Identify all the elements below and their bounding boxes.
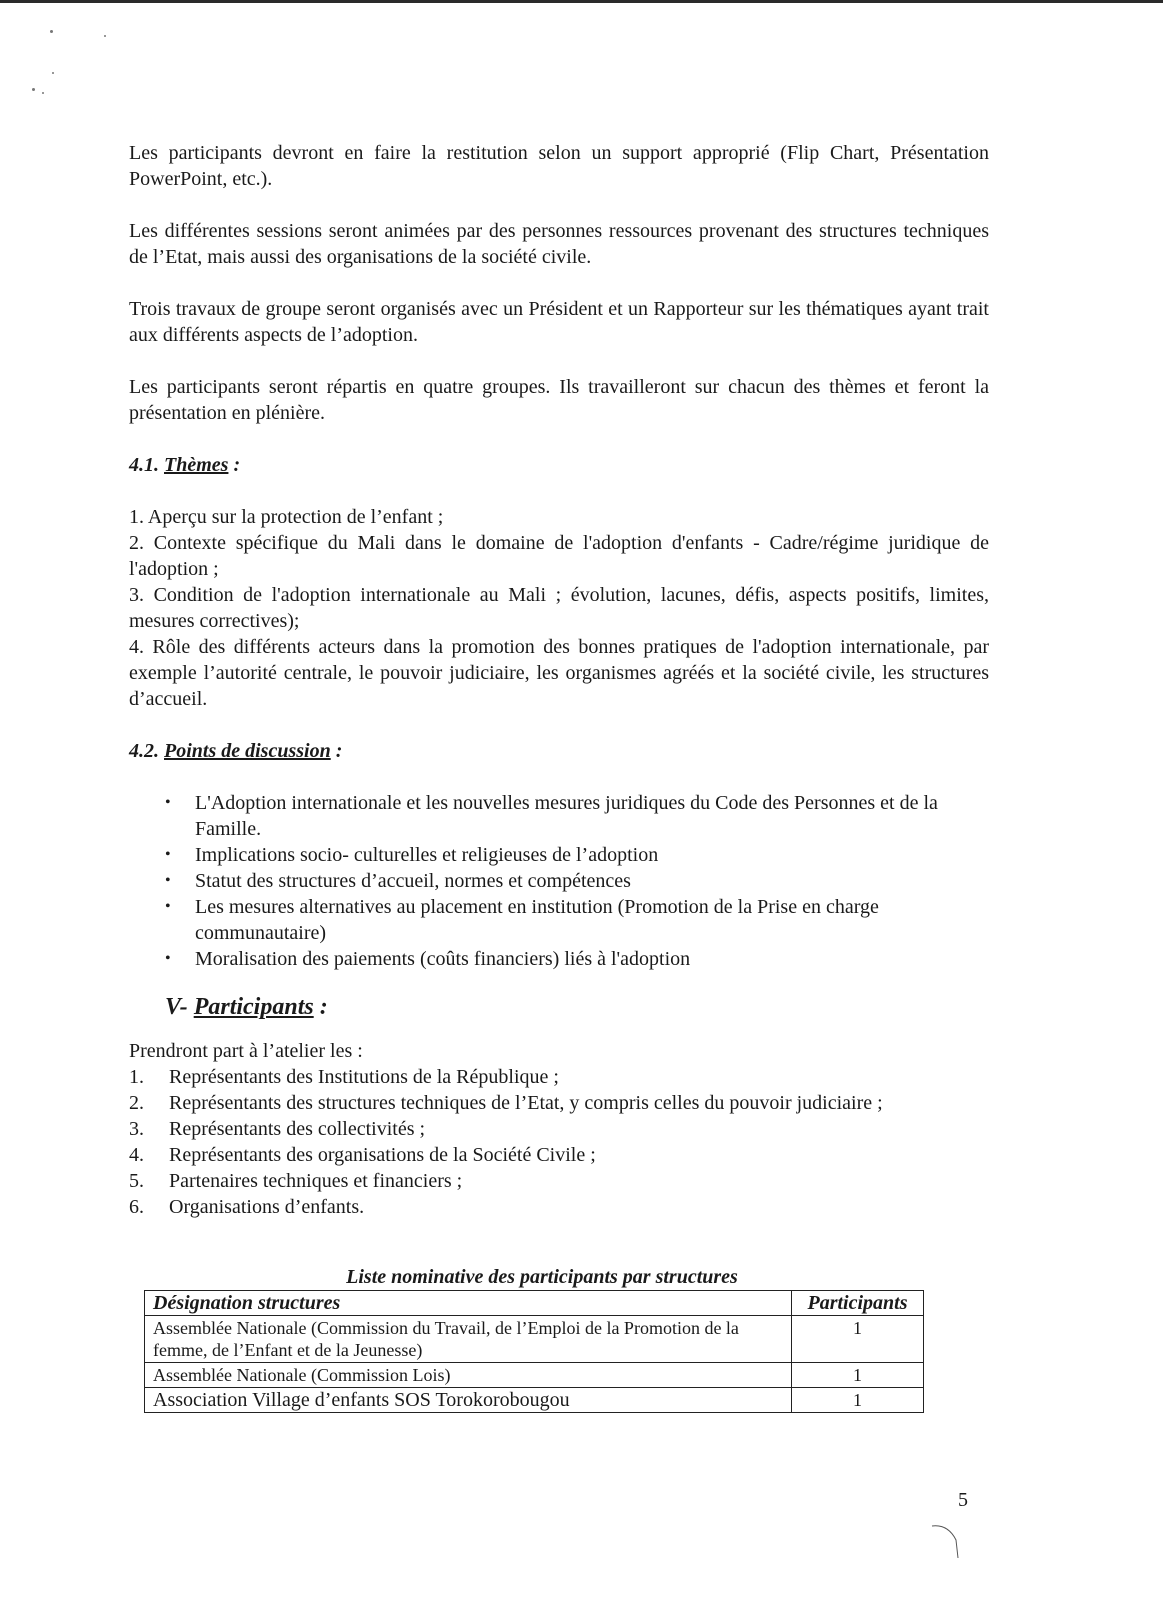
discussion-point: Statut des structures d’accueil, normes et compétences: [195, 870, 631, 892]
column-header-structure: Désignation structures: [145, 1291, 792, 1316]
bullet-icon: •: [165, 898, 171, 915]
participants-count-cell: 1: [792, 1316, 924, 1363]
discussion-point: L'Adoption internationale et les nouvelles mesures juridiques du Code des Personnes et de la Famille.: [195, 792, 938, 840]
participant-category: Représentants des structures techniques de l’Etat, y compris celles du pouvoir judiciaire ;: [169, 1092, 883, 1114]
list-number: 4.: [129, 1144, 144, 1166]
participant-category: Organisations d’enfants.: [169, 1196, 365, 1218]
list-number: 2.: [129, 1092, 144, 1114]
bullet-icon: •: [165, 846, 171, 863]
scan-top-edge: [0, 0, 1163, 3]
table-row: [145, 1363, 924, 1388]
participant-category: Représentants des collectivités ;: [169, 1118, 426, 1140]
bullet-icon: •: [165, 794, 171, 811]
column-header-participants: Participants: [792, 1291, 924, 1316]
participant-category: Représentants des Institutions de la République ;: [169, 1066, 559, 1088]
participants-count-cell: 1: [792, 1388, 924, 1413]
participants-list: [129, 1064, 989, 1220]
list-item: [165, 842, 989, 868]
heading-participants: [165, 994, 989, 1020]
heading-participants-number: V-: [165, 994, 188, 1020]
paragraph-group-work: Trois travaux de groupe seront organisés avec un Président et un Rapporteur sur les thématiques ayant trait aux différents aspects de l’adoption.: [129, 298, 989, 346]
heading-themes-title: Thèmes: [164, 454, 229, 476]
table-title: Liste nominative des participants par structures: [346, 1266, 738, 1288]
participants-table: [144, 1290, 924, 1413]
list-item: [129, 1168, 989, 1194]
page-number: 5: [958, 1489, 968, 1511]
paragraph-sessions: Les différentes sessions seront animées par des personnes ressources provenant des structures techniques de l’Etat, mais aussi des organisations de la société civile.: [129, 220, 989, 268]
theme-item: 3. Condition de l'adoption internationale au Mali ; évolution, lacunes, défis, aspects positifs, limites, mesures correctives);: [129, 584, 989, 632]
pen-mark: [930, 1520, 970, 1560]
list-item: [129, 1142, 989, 1168]
participants-intro: Prendront part à l’atelier les :: [129, 1040, 363, 1062]
heading-discussion: [129, 738, 989, 764]
participants-count-cell: 1: [792, 1363, 924, 1388]
list-item: [129, 1116, 989, 1142]
list-number: 1.: [129, 1066, 144, 1088]
discussion-points-list: [129, 790, 989, 972]
scan-specks: [30, 25, 90, 105]
list-number: 5.: [129, 1170, 144, 1192]
discussion-point: Implications socio- culturelles et religieuses de l’adoption: [195, 844, 659, 866]
participant-category: Représentants des organisations de la Société Civile ;: [169, 1144, 596, 1166]
list-item: [129, 1194, 989, 1220]
heading-participants-suffix: :: [313, 994, 328, 1020]
list-item: [165, 894, 989, 946]
participant-category: Partenaires techniques et financiers ;: [169, 1170, 463, 1192]
paragraph-restitution: Les participants devront en faire la restitution selon un support approprié (Flip Chart, Présentation PowerPoint, etc.).: [129, 142, 989, 190]
discussion-point: Moralisation des paiements (coûts financiers) liés à l'adoption: [195, 948, 691, 970]
heading-themes: [129, 452, 989, 478]
theme-item: 1. Aperçu sur la protection de l’enfant ;: [129, 506, 444, 528]
list-number: 3.: [129, 1118, 144, 1140]
heading-discussion-title: Points de discussion: [164, 740, 331, 762]
table-header-row: [145, 1291, 924, 1316]
discussion-point: Les mesures alternatives au placement en institution (Promotion de la Prise en charge communautaire): [195, 896, 879, 944]
heading-participants-title: Participants: [193, 994, 314, 1020]
bullet-icon: •: [165, 950, 171, 967]
list-item: [165, 946, 989, 972]
structure-cell: Assemblée Nationale (Commission Lois): [145, 1363, 792, 1388]
bullet-icon: •: [165, 872, 171, 889]
list-item: [165, 790, 989, 842]
structure-cell: Association Village d’enfants SOS Torokorobougou: [145, 1388, 792, 1413]
heading-discussion-number: 4.2.: [129, 740, 159, 762]
themes-list: [129, 504, 989, 712]
list-item: [129, 1064, 989, 1090]
heading-discussion-suffix: :: [330, 740, 343, 762]
heading-themes-number: 4.1.: [129, 454, 159, 476]
heading-themes-suffix: :: [228, 454, 241, 476]
list-number: 6.: [129, 1196, 144, 1218]
table-row: [145, 1388, 924, 1413]
structure-cell: Assemblée Nationale (Commission du Travail, de l’Emploi de la Promotion de la femme, de l’Enfant et de la Jeunesse): [145, 1316, 792, 1363]
list-item: [165, 868, 989, 894]
theme-item: 2. Contexte spécifique du Mali dans le domaine de l'adoption d'enfants - Cadre/régime juridique de l'adoption ;: [129, 532, 989, 580]
theme-item: 4. Rôle des différents acteurs dans la promotion des bonnes pratiques de l'adoption internationale, par exemple l’autorité centrale, le pouvoir judiciaire, les organismes agréés et la société civile, les structures d’accueil.: [129, 636, 989, 710]
list-item: [129, 1090, 989, 1116]
paragraph-groups: Les participants seront répartis en quatre groupes. Ils travailleront sur chacun des thèmes et feront la présentation en plénière.: [129, 376, 989, 424]
table-row: [145, 1316, 924, 1363]
document-page: [129, 140, 989, 1413]
